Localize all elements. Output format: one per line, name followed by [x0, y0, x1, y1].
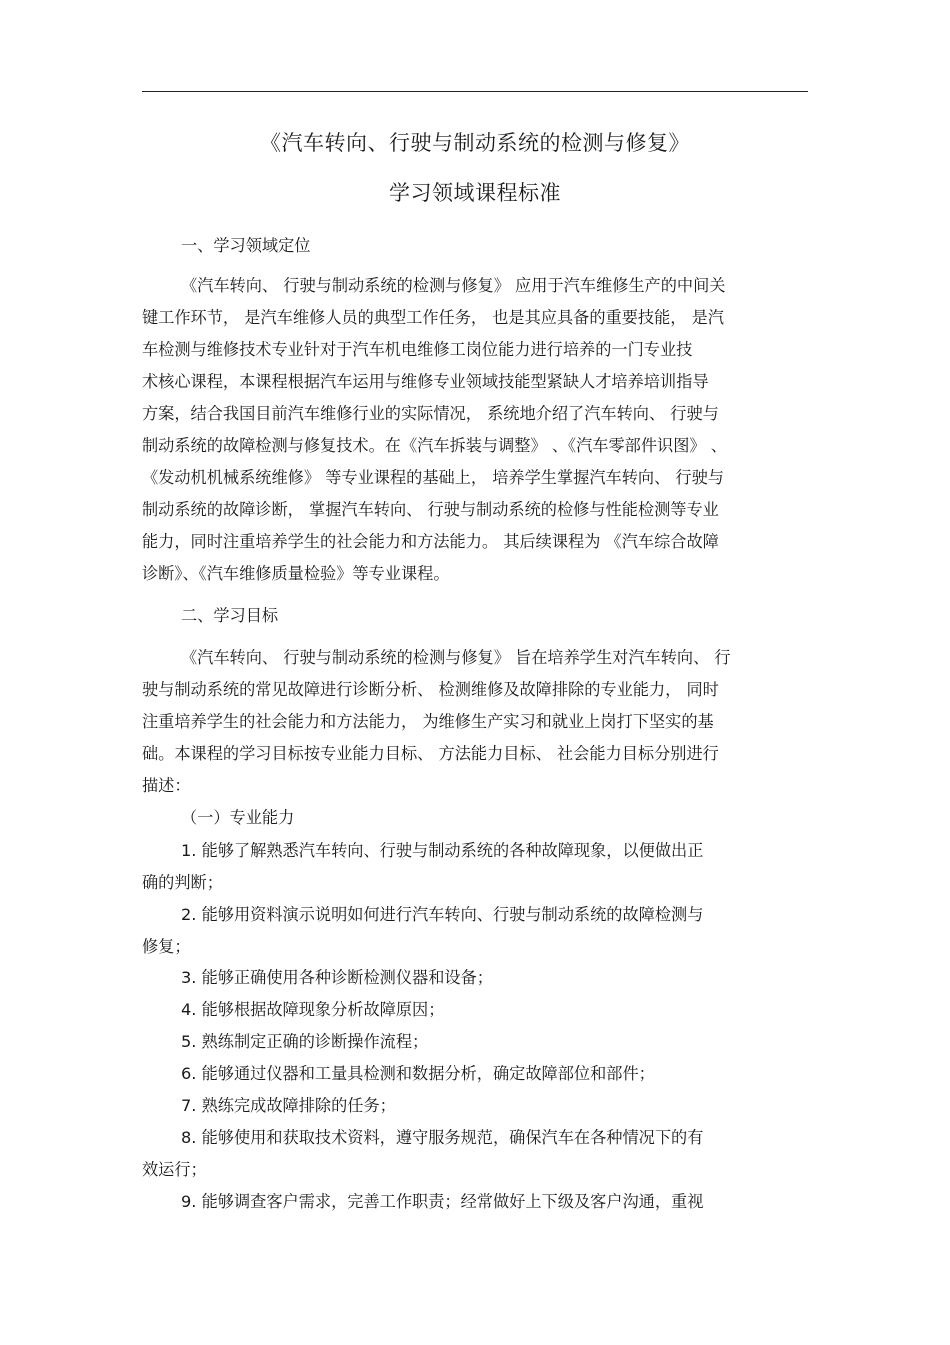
- list-item: 9. 能够调查客户需求，完善工作职责；经常做好上下级及客户沟通，重视: [181, 1192, 704, 1211]
- paragraph-line: 《发动机机械系统维修》 等专业课程的基础上， 培养学生掌握汽车转向、 行驶与: [142, 468, 724, 487]
- section-heading-objectives: 二、学习目标: [181, 606, 279, 625]
- paragraph-line: 描述：: [142, 776, 191, 795]
- list-item-continuation: 效运行；: [142, 1160, 207, 1179]
- paragraph-line: 键工作环节， 是汽车维修人员的典型工作任务， 也是其应具备的重要技能， 是汽: [142, 308, 724, 327]
- paragraph-line: 驶与制动系统的常见故障进行诊断分析、 检测维修及故障排除的专业能力， 同时: [142, 680, 719, 699]
- header-rule: [142, 91, 808, 92]
- paragraph-line: 《汽车转向、 行驶与制动系统的检测与修复》 旨在培养学生对汽车转向、 行: [181, 648, 731, 667]
- list-item: 4. 能够根据故障现象分析故障原因；: [181, 1000, 445, 1019]
- paragraph-line: 《汽车转向、 行驶与制动系统的检测与修复》 应用于汽车维修生产的中间关: [181, 276, 726, 295]
- list-item: 7. 熟练完成故障排除的任务；: [181, 1096, 396, 1115]
- subsection-heading-professional: （一）专业能力: [181, 808, 295, 827]
- document-title: 《汽车转向、行驶与制动系统的检测与修复》: [260, 131, 690, 155]
- list-item: 1. 能够了解熟悉汽车转向、行驶与制动系统的各种故障现象，以便做出正: [181, 841, 704, 860]
- paragraph-line: 术核心课程，本课程根据汽车运用与维修专业领域技能型紧缺人才培养培训指导: [142, 372, 709, 391]
- document-subtitle: 学习领域课程标准: [389, 181, 561, 205]
- paragraph-line: 制动系统的故障诊断， 掌握汽车转向、 行驶与制动系统的检修与性能检测等专业: [142, 500, 719, 519]
- paragraph-line: 方案，结合我国目前汽车维修行业的实际情况， 系统地介绍了汽车转向、 行驶与: [142, 404, 719, 423]
- list-item: 5. 熟练制定正确的诊断操作流程；: [181, 1032, 429, 1051]
- list-item-continuation: 修复；: [142, 937, 191, 956]
- list-item-continuation: 确的判断；: [142, 873, 223, 892]
- section-heading-positioning: 一、学习领域定位: [181, 236, 311, 255]
- paragraph-line: 注重培养学生的社会能力和方法能力， 为维修生产实习和就业上岗打下坚实的基: [142, 712, 714, 731]
- paragraph-line: 础。本课程的学习目标按专业能力目标、 方法能力目标、 社会能力目标分别进行: [142, 744, 719, 763]
- paragraph-line: 车检测与维修技术专业针对于汽车机电维修工岗位能力进行培养的一门专业技: [142, 340, 693, 359]
- paragraph-line: 制动系统的故障检测与修复技术。在《汽车拆装与调整》 、《汽车零部件识图》 、: [142, 436, 727, 455]
- list-item: 2. 能够用资料演示说明如何进行汽车转向、行驶与制动系统的故障检测与: [181, 905, 704, 924]
- paragraph-line: 能力，同时注重培养学生的社会能力和方法能力。 其后续课程为 《汽车综合故障: [142, 532, 719, 551]
- list-item: 3. 能够正确使用各种诊断检测仪器和设备；: [181, 968, 493, 987]
- list-item: 6. 能够通过仪器和工量具检测和数据分析，确定故障部位和部件；: [181, 1064, 655, 1083]
- list-item: 8. 能够使用和获取技术资料，遵守服务规范，确保汽车在各种情况下的有: [181, 1128, 704, 1147]
- paragraph-line: 诊断》、《汽车维修质量检验》等专业课程。: [142, 564, 450, 583]
